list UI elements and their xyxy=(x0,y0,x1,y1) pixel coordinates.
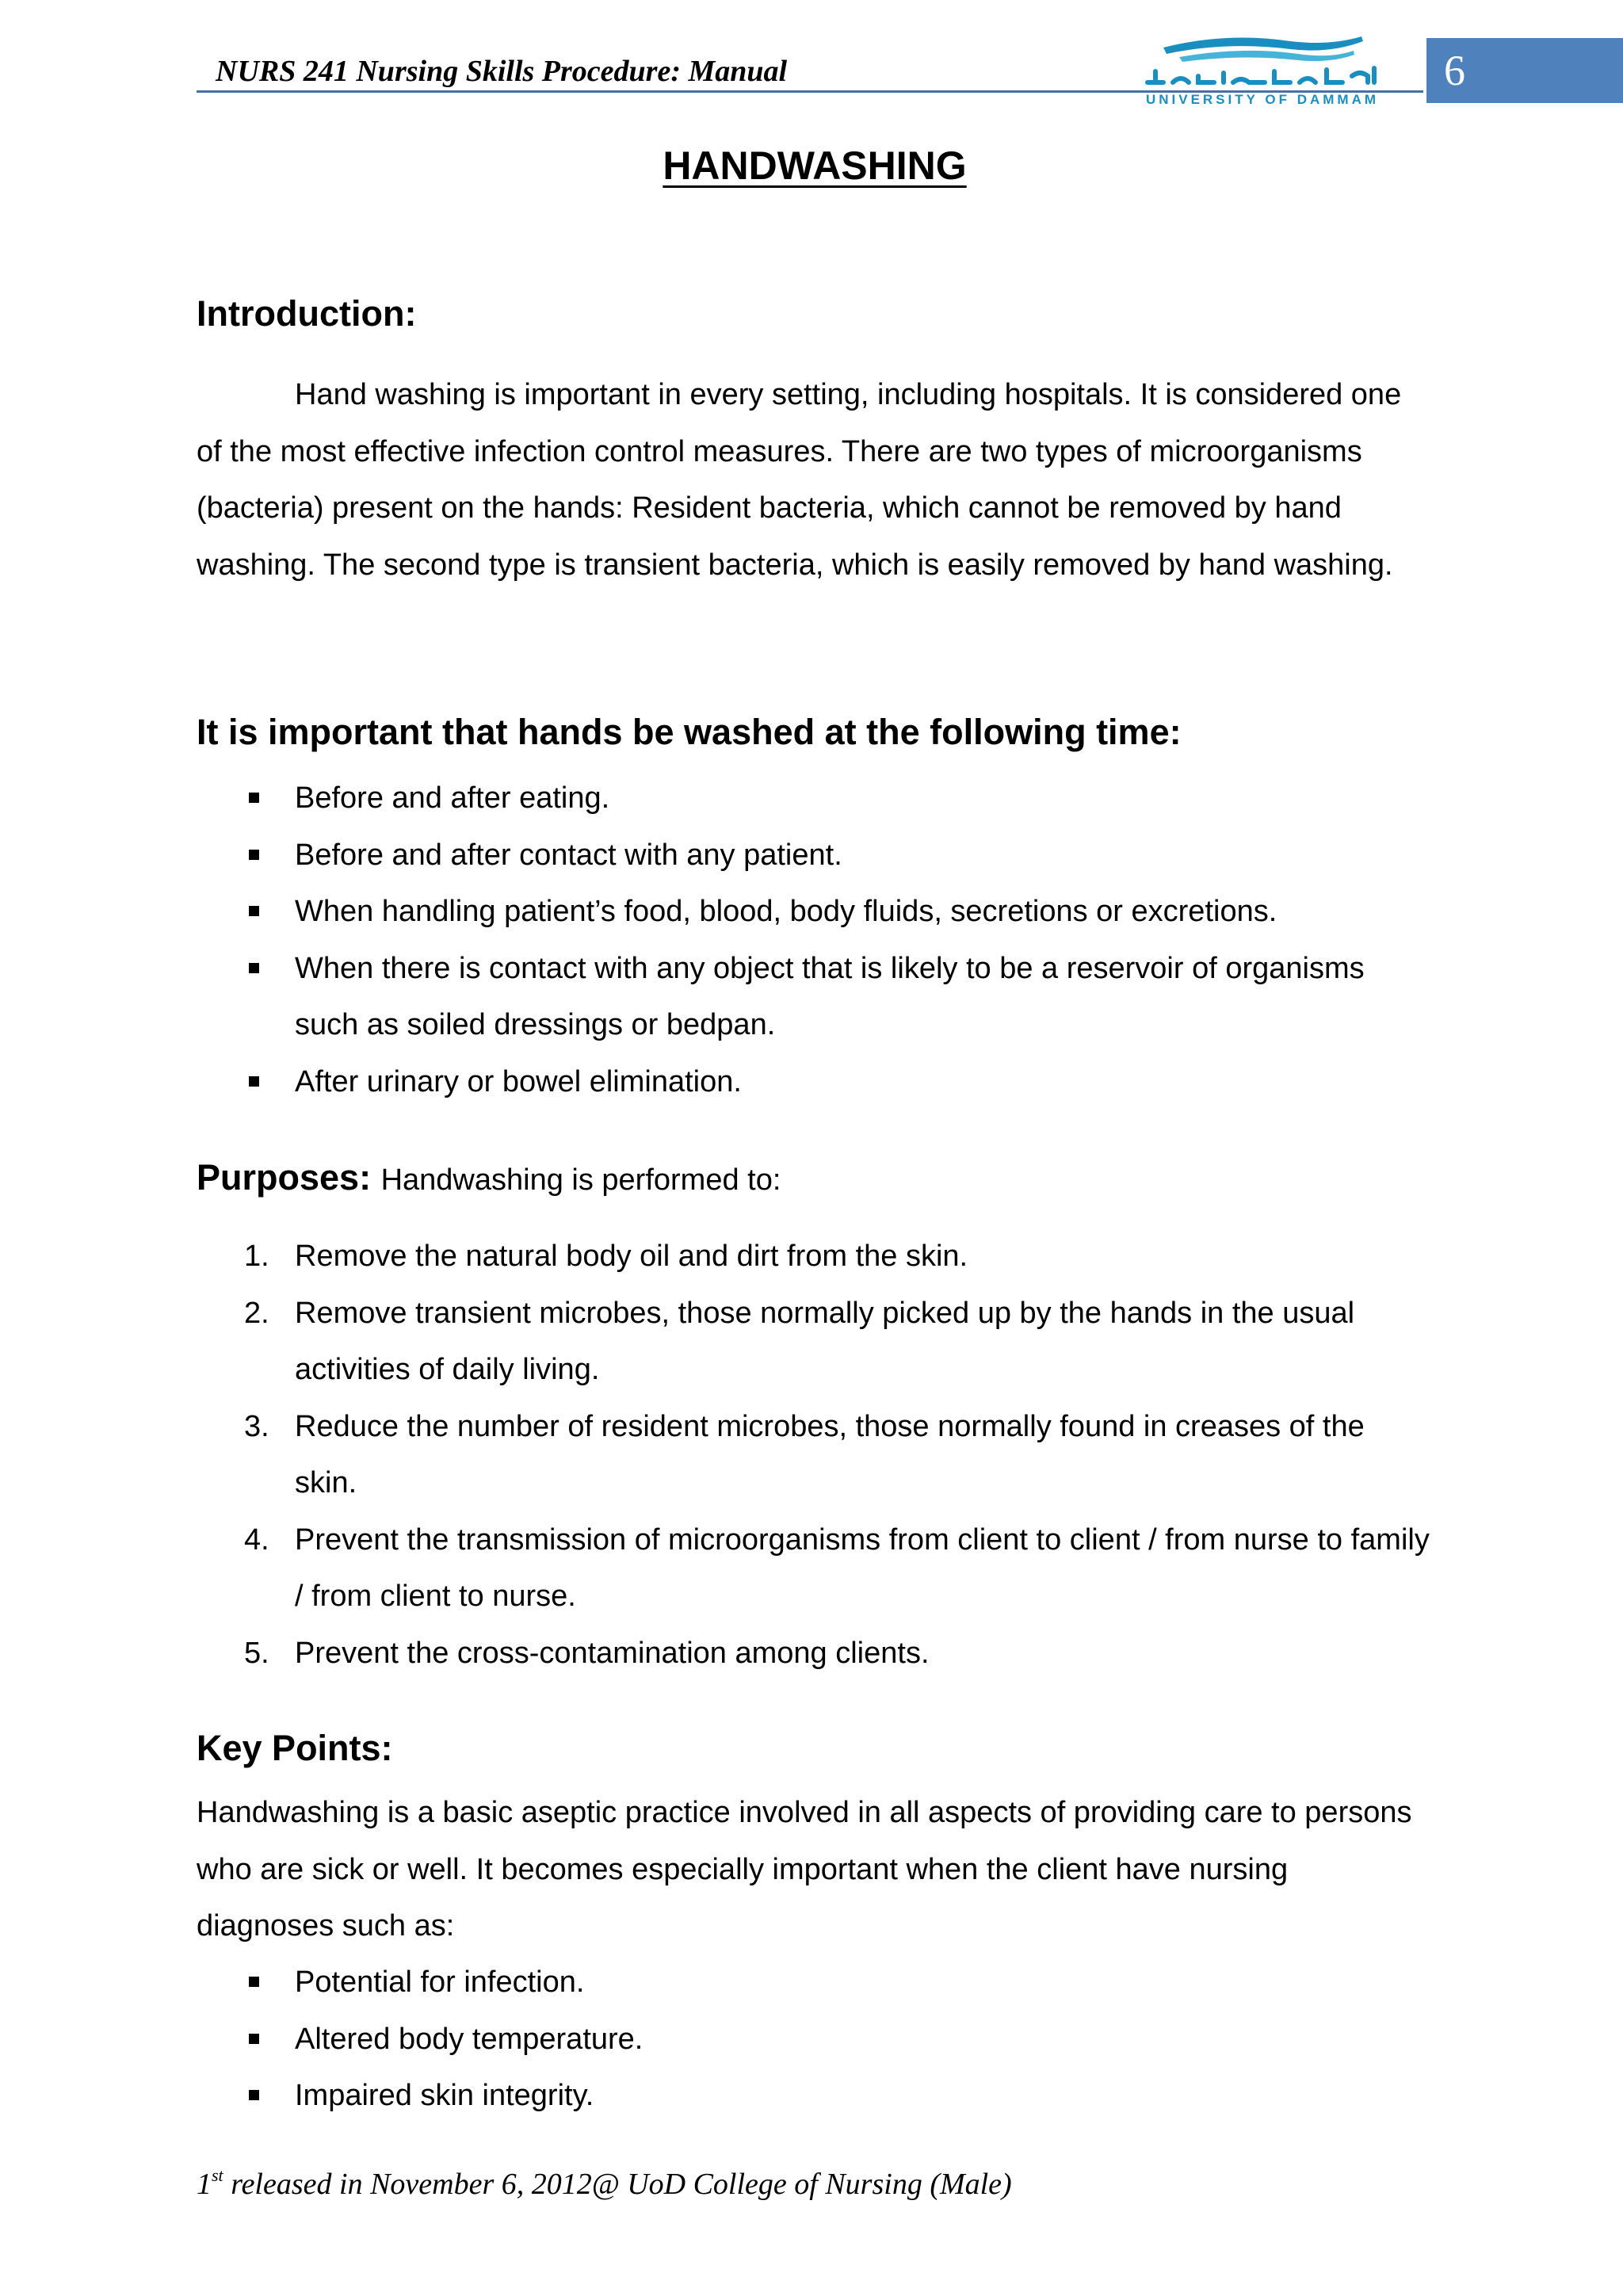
logo-wave-icon xyxy=(1132,30,1393,94)
square-bullet-icon xyxy=(249,2090,259,2100)
purposes-list xyxy=(197,1228,1433,1682)
introduction-text: Hand washing is important in every setting, including hospitals. It is considered one of the most effective infection control measures. There are two types of microorganisms (bacteria) present on the hands: Resident bacteria, which cannot be removed by hand washing. The second type is transient bacteria, which is easily removed by hand washing. xyxy=(197,378,1402,582)
university-logo xyxy=(1132,30,1393,109)
introduction-heading: Introduction: xyxy=(197,293,417,334)
purposes-heading: Purposes: xyxy=(197,1157,372,1198)
list-item: Potential for infection. xyxy=(197,1954,1433,2011)
list-item: Impaired skin integrity. xyxy=(197,2068,1433,2125)
list-item: Before and after eating. xyxy=(197,770,1433,827)
document-title: HANDWASHING xyxy=(663,143,967,188)
square-bullet-icon xyxy=(249,1076,259,1087)
square-bullet-icon xyxy=(249,1977,259,1987)
list-item: 3. Reduce the number of resident microbes, those normally found in creases of the skin. xyxy=(244,1409,1365,1499)
square-bullet-icon xyxy=(249,793,259,803)
logo-caption: UNIVERSITY OF DAMMAM xyxy=(1145,92,1380,107)
when-to-wash-heading: It is important that hands be washed at the following time: xyxy=(197,712,1182,752)
key-points-heading: Key Points: xyxy=(197,1728,393,1768)
page-number: 6 xyxy=(1426,38,1623,103)
purposes-intro: Handwashing is performed to: xyxy=(380,1163,781,1197)
list-item: 1. Remove the natural body oil and dirt from the skin. xyxy=(244,1240,968,1273)
list-item: 2. Remove transient microbes, those normally picked up by the hands in the usual activities of daily living. xyxy=(244,1296,1355,1386)
header-title: NURS 241 Nursing Skills Procedure: Manual xyxy=(216,55,788,88)
list-item: 5. Prevent the cross-contamination among clients. xyxy=(244,1636,930,1670)
when-to-wash-list xyxy=(197,770,1433,1110)
footer-release-note: 1st released in November 6, 2012@ UoD College of Nursing (Male) xyxy=(197,2165,1012,2201)
list-item: Before and after contact with any patient. xyxy=(197,827,1433,884)
square-bullet-icon xyxy=(249,906,259,916)
square-bullet-icon xyxy=(249,850,259,860)
square-bullet-icon xyxy=(249,2034,259,2044)
purposes-heading-line xyxy=(197,1157,781,1198)
list-item: 4. Prevent the transmission of microorganisms from client to client / from nurse to family / from client to nurse. xyxy=(244,1522,1430,1613)
list-item: When there is contact with any object that is likely to be a reservoir of organisms such as soiled dressings or bedpan. xyxy=(197,941,1433,1054)
list-item: Altered body temperature. xyxy=(197,2011,1433,2069)
list-item: When handling patient’s food, blood, body fluids, secretions or excretions. xyxy=(197,884,1433,941)
key-points-text: Handwashing is a basic aseptic practice involved in all aspects of providing care to persons who are sick or well. It becomes especially important when the client have nursing diagnoses such as: xyxy=(197,1796,1412,1943)
square-bullet-icon xyxy=(249,963,259,973)
list-item: After urinary or bowel elimination. xyxy=(197,1054,1433,1111)
key-points-list xyxy=(197,1954,1433,2125)
